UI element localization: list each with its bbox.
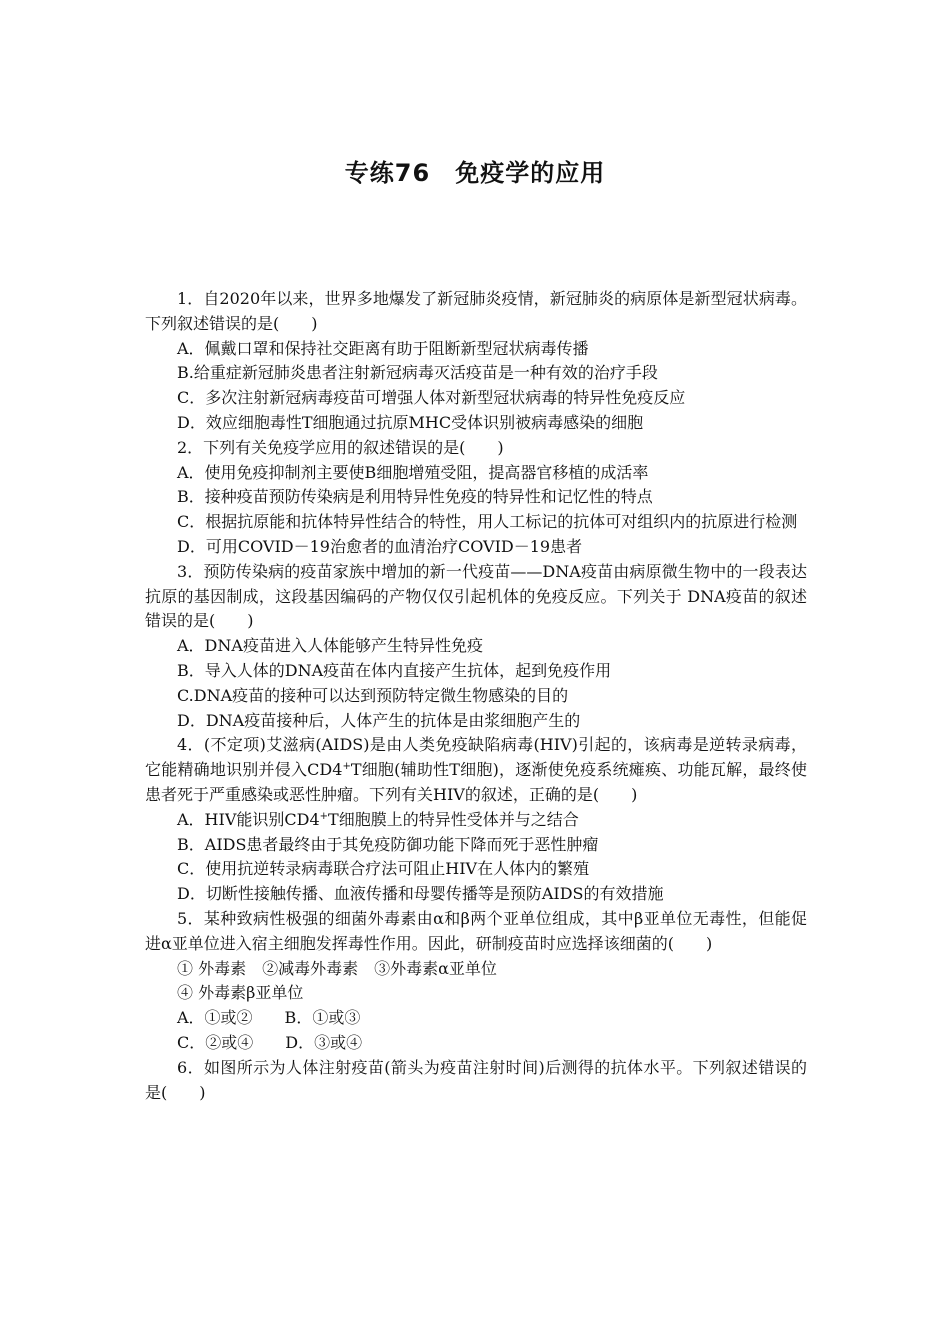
question-1-stem: 1．自2020年以来，世界多地爆发了新冠肺炎疫情，新冠肺炎的病原体是新型冠状病毒。下列叙述错误的是( ) (145, 289, 807, 333)
question-list (145, 287, 807, 1105)
question-5-stem: 5．某种致病性极强的细菌外毒素由α和β两个亚单位组成，其中β亚单位无毒性，但能促进α亚单位进入宿主细胞发挥毒性作用。因此，研制疫苗时应选择该细菌的( ) (145, 908, 807, 953)
question-3-option-c: C.DNA疫苗的接种可以达到预防特定微生物感染的目的 (177, 685, 569, 705)
question-4-stem-part1: 4．(不定项)艾滋病(AIDS)是由人类免疫缺陷病毒(HIV)引起的，该病毒是逆转录病毒，它能精确地识别并侵入CD4 (145, 735, 807, 780)
question-4-option-d: D．切断性接触传播、血液传播和母婴传播等是预防AIDS的有效措施 (177, 884, 664, 904)
question-4-option-a-part1: A．HIV能识别CD4 (177, 809, 320, 829)
question-6-stem: 6．如图所示为人体注射疫苗(箭头为疫苗注射时间)后测得的抗体水平。下列叙述错误的是( ) (145, 1057, 807, 1102)
question-4-stem-part2: T细胞(辅助性T细胞)，逐渐使免疫系统瘫痪、功能瓦解，最终使患者死于严重感染或恶性肿瘤。下列有关HIV的叙述，正确的是( ) (145, 760, 807, 804)
question-4-option-b: B．AIDS患者最终由于其免疫防御功能下降而死于恶性肿瘤 (177, 834, 599, 854)
question-4-stem (145, 733, 807, 807)
question-3-option-b: B．导入人体的DNA疫苗在体内直接产生抗体，起到免疫作用 (177, 660, 612, 680)
question-4-option-c: C．使用抗逆转录病毒联合疗法可阻止HIV在人体内的繁殖 (177, 859, 590, 879)
question-2-option-c: C．根据抗原能和抗体特异性结合的特性，用人工标记的抗体可对组织内的抗原进行检测 (177, 512, 798, 532)
superscript-plus: + (319, 810, 329, 822)
question-1-option-d: D．效应细胞毒性T细胞通过抗原MHC受体识别被病毒感染的细胞 (177, 412, 644, 432)
question-5-items-line-1: ① 外毒素 ②减毒外毒素 ③外毒素α亚单位 (177, 958, 497, 978)
question-3-stem: 3．预防传染病的疫苗家族中增加的新一代疫苗——DNA疫苗由病原微生物中的一段表达抗原的基因制成，这段基因编码的产物仅仅引起机体的免疫反应。下列关于 DNA疫苗的叙述错误的是( ) (145, 561, 807, 631)
question-4-option-a-part2: T细胞膜上的特异性受体并与之结合 (328, 809, 579, 829)
question-1-option-a: A．佩戴口罩和保持社交距离有助于阻断新型冠状病毒传播 (177, 338, 589, 358)
page-title: 专练76 免疫学的应用 (344, 159, 606, 187)
question-2-option-b: B．接种疫苗预防传染病是利用特异性免疫的特异性和记忆性的特点 (177, 487, 653, 507)
question-4-option-a (145, 808, 807, 833)
question-2-option-d: D．可用COVID－19治愈者的血清治疗COVID－19患者 (177, 536, 583, 556)
question-1-option-b: B.给重症新冠肺炎患者注射新冠病毒灭活疫苗是一种有效的治疗手段 (177, 363, 658, 383)
question-5-options-ab: A．①或② B．①或③ (177, 1008, 361, 1028)
question-5-items-line-2: ④ 外毒素β亚单位 (177, 983, 304, 1003)
question-1-option-c: C．多次注射新冠病毒疫苗可增强人体对新型冠状病毒的特异性免疫反应 (177, 388, 686, 408)
question-2-stem: 2．下列有关免疫学应用的叙述错误的是( ) (177, 437, 504, 457)
superscript-plus: + (342, 761, 351, 773)
question-3-option-a: A．DNA疫苗进入人体能够产生特异性免疫 (177, 636, 483, 656)
question-5-options-cd: C．②或④ D．③或④ (177, 1032, 363, 1052)
question-3-option-d: D．DNA疫苗接种后，人体产生的抗体是由浆细胞产生的 (177, 710, 581, 730)
question-2-option-a: A．使用免疫抑制剂主要使B细胞增殖受阻，提高器官移植的成活率 (177, 462, 649, 482)
